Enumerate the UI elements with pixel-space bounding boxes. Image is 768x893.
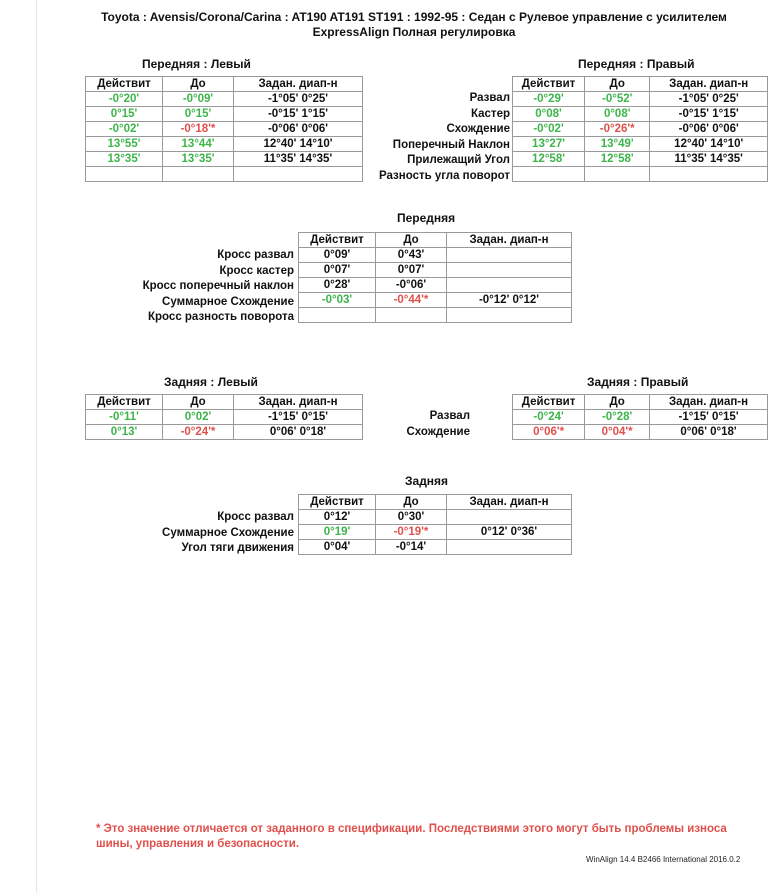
value-cell: 0°09' bbox=[299, 248, 376, 263]
column-header: Действит bbox=[86, 395, 163, 410]
value-cell: 0°15' bbox=[163, 107, 234, 122]
value-cell bbox=[585, 167, 650, 182]
column-header: Задан. диап-н bbox=[650, 395, 768, 410]
value-cell: -0°06' 0°06' bbox=[650, 122, 768, 137]
value-cell: 0°12' bbox=[299, 510, 376, 525]
value-cell: 11°35' 14°35' bbox=[650, 152, 768, 167]
rear-cross-title: Задняя bbox=[405, 474, 449, 488]
value-cell: 12°40' 14°10' bbox=[234, 137, 363, 152]
value-cell: 0°06'* bbox=[513, 425, 585, 440]
value-cell bbox=[513, 167, 585, 182]
rear-row-labels bbox=[406, 409, 470, 440]
row-label: Кросс поперечный наклон bbox=[142, 280, 294, 292]
row-label: Схождение bbox=[406, 425, 470, 438]
value-cell: 0°02' bbox=[163, 410, 234, 425]
column-header: До bbox=[376, 495, 447, 510]
table-row bbox=[513, 425, 768, 440]
table-row bbox=[299, 308, 572, 323]
table-row bbox=[513, 92, 768, 107]
table-row bbox=[86, 167, 363, 182]
value-cell bbox=[447, 278, 572, 293]
value-cell: -0°15' 1°15' bbox=[234, 107, 363, 122]
table-row bbox=[86, 425, 363, 440]
header-row bbox=[299, 233, 572, 248]
value-cell: -1°15' 0°15' bbox=[650, 410, 768, 425]
value-cell: 13°35' bbox=[86, 152, 163, 167]
row-label: Поперечный Наклон bbox=[392, 138, 510, 151]
row-label: Схождение bbox=[446, 123, 510, 135]
column-header: Задан. диап-н bbox=[234, 77, 363, 92]
value-cell: -0°06' 0°06' bbox=[234, 122, 363, 137]
value-cell bbox=[234, 167, 363, 182]
column-header: До bbox=[585, 77, 650, 92]
value-cell bbox=[376, 308, 447, 323]
table-row bbox=[513, 152, 768, 167]
value-cell: 12°58' bbox=[513, 152, 585, 167]
value-cell: -0°11' bbox=[86, 410, 163, 425]
table-row bbox=[299, 278, 572, 293]
column-header: Действит bbox=[86, 77, 163, 92]
value-cell: -0°26'* bbox=[585, 122, 650, 137]
value-cell: -0°29' bbox=[513, 92, 585, 107]
table-row bbox=[299, 510, 572, 525]
column-header: Задан. диап-н bbox=[447, 233, 572, 248]
value-cell: 0°15' bbox=[86, 107, 163, 122]
value-cell bbox=[447, 248, 572, 263]
value-cell: -0°24'* bbox=[163, 425, 234, 440]
header-row bbox=[86, 395, 363, 410]
value-cell: -0°52' bbox=[585, 92, 650, 107]
value-cell bbox=[447, 263, 572, 278]
value-cell: -0°03' bbox=[299, 293, 376, 308]
value-cell: -0°09' bbox=[163, 92, 234, 107]
rear-cross-table bbox=[298, 494, 572, 555]
row-label: Развал bbox=[469, 92, 510, 104]
row-label: Угол тяги движения bbox=[181, 542, 294, 554]
value-cell: -1°05' 0°25' bbox=[650, 92, 768, 107]
column-header: Действит bbox=[513, 395, 585, 410]
front-right-title: Передняя : Правый bbox=[578, 57, 695, 71]
column-header: Задан. диап-н bbox=[447, 495, 572, 510]
value-cell bbox=[299, 308, 376, 323]
header-row bbox=[299, 495, 572, 510]
value-cell: -0°06' bbox=[376, 278, 447, 293]
report-subtitle: ExpressAlign Полная регулировка bbox=[312, 25, 516, 39]
value-cell: 0°07' bbox=[299, 263, 376, 278]
value-cell: 0°12' 0°36' bbox=[447, 525, 572, 540]
value-cell: 0°06' 0°18' bbox=[234, 425, 363, 440]
front-cross-labels bbox=[143, 248, 294, 326]
table-row bbox=[299, 293, 572, 308]
front-row-labels bbox=[379, 91, 510, 184]
table-row bbox=[86, 152, 363, 167]
value-cell: -0°15' 1°15' bbox=[650, 107, 768, 122]
table-row bbox=[513, 107, 768, 122]
table-row bbox=[86, 137, 363, 152]
value-cell: 11°35' 14°35' bbox=[234, 152, 363, 167]
row-label: Суммарное Схождение bbox=[162, 295, 294, 308]
rear-right-title: Задняя : Правый bbox=[587, 375, 689, 389]
row-label: Кросс развал bbox=[217, 511, 294, 523]
value-cell: 13°44' bbox=[163, 137, 234, 152]
row-label: Кросс кастер bbox=[219, 264, 294, 277]
value-cell: -1°05' 0°25' bbox=[234, 92, 363, 107]
value-cell: -1°15' 0°15' bbox=[234, 410, 363, 425]
column-header: До bbox=[163, 77, 234, 92]
value-cell: 13°27' bbox=[513, 137, 585, 152]
value-cell: -0°24' bbox=[513, 410, 585, 425]
header-row bbox=[513, 77, 768, 92]
value-cell: -0°14' bbox=[376, 540, 447, 555]
value-cell: 0°43' bbox=[376, 248, 447, 263]
column-header: До bbox=[163, 395, 234, 410]
value-cell: -0°02' bbox=[86, 122, 163, 137]
value-cell: 0°08' bbox=[585, 107, 650, 122]
table-row bbox=[86, 107, 363, 122]
value-cell: 13°35' bbox=[163, 152, 234, 167]
warning-note: * Это значение отличается от заданного в спецификации. Последствиями этого могут быть проблемы износа шины, управления и безопасности. bbox=[96, 823, 727, 850]
front-cross-table bbox=[298, 232, 572, 323]
value-cell bbox=[163, 167, 234, 182]
rear-left-title: Задняя : Левый bbox=[164, 375, 258, 389]
row-label: Кастер bbox=[470, 107, 510, 120]
rear-right-table bbox=[512, 394, 768, 440]
value-cell: 0°28' bbox=[299, 278, 376, 293]
column-header: Задан. диап-н bbox=[234, 395, 363, 410]
column-header: Действит bbox=[299, 233, 376, 248]
value-cell: -0°12' 0°12' bbox=[447, 293, 572, 308]
table-row bbox=[513, 167, 768, 182]
table-row bbox=[299, 263, 572, 278]
table-row bbox=[86, 122, 363, 137]
value-cell: 0°08' bbox=[513, 107, 585, 122]
value-cell: 12°40' 14°10' bbox=[650, 137, 768, 152]
front-left-table bbox=[85, 76, 363, 182]
column-header: Действит bbox=[299, 495, 376, 510]
column-header: Действит bbox=[513, 77, 585, 92]
value-cell: 0°19' bbox=[299, 525, 376, 540]
value-cell bbox=[86, 167, 163, 182]
row-label: Разность угла поворот bbox=[379, 169, 510, 182]
value-cell bbox=[447, 308, 572, 323]
column-header: Задан. диап-н bbox=[650, 77, 768, 92]
page-edge bbox=[36, 0, 37, 893]
value-cell: 13°55' bbox=[86, 137, 163, 152]
row-label: Прилежащий Угол bbox=[407, 154, 510, 166]
row-label: Развал bbox=[429, 410, 470, 422]
row-label: Кросс разность поворота bbox=[148, 311, 294, 323]
value-cell: -0°44'* bbox=[376, 293, 447, 308]
front-left-title: Передняя : Левый bbox=[142, 57, 251, 71]
table-row bbox=[86, 410, 363, 425]
table-row bbox=[86, 92, 363, 107]
table-row bbox=[299, 525, 572, 540]
value-cell: 0°07' bbox=[376, 263, 447, 278]
table-row bbox=[513, 122, 768, 137]
front-cross-title: Передняя bbox=[397, 211, 456, 225]
value-cell: -0°28' bbox=[585, 410, 650, 425]
table-row bbox=[299, 540, 572, 555]
table-row bbox=[513, 137, 768, 152]
value-cell: 0°04'* bbox=[585, 425, 650, 440]
front-right-table bbox=[512, 76, 768, 182]
header-row bbox=[513, 395, 768, 410]
value-cell: -0°18'* bbox=[163, 122, 234, 137]
row-label: Суммарное Схождение bbox=[162, 526, 294, 539]
rear-cross-labels bbox=[162, 510, 294, 557]
value-cell: -0°19'* bbox=[376, 525, 447, 540]
value-cell: -0°20' bbox=[86, 92, 163, 107]
value-cell: -0°02' bbox=[513, 122, 585, 137]
value-cell: 12°58' bbox=[585, 152, 650, 167]
table-row bbox=[513, 410, 768, 425]
value-cell bbox=[650, 167, 768, 182]
report-title: Toyota : Avensis/Corona/Carina : AT190 AT191 ST191 : 1992-95 : Седан с Рулевое управление с усилителем bbox=[101, 10, 727, 24]
header-row bbox=[86, 77, 363, 92]
value-cell: 0°13' bbox=[86, 425, 163, 440]
value-cell: 0°06' 0°18' bbox=[650, 425, 768, 440]
column-header: До bbox=[376, 233, 447, 248]
software-version: WinAlign 14.4 B2466 International 2016.0.2 bbox=[586, 855, 741, 864]
rear-left-table bbox=[85, 394, 363, 440]
value-cell: 13°49' bbox=[585, 137, 650, 152]
table-row bbox=[299, 248, 572, 263]
value-cell: 0°30' bbox=[376, 510, 447, 525]
column-header: До bbox=[585, 395, 650, 410]
value-cell: 0°04' bbox=[299, 540, 376, 555]
row-label: Кросс развал bbox=[217, 249, 294, 261]
value-cell bbox=[447, 510, 572, 525]
value-cell bbox=[447, 540, 572, 555]
